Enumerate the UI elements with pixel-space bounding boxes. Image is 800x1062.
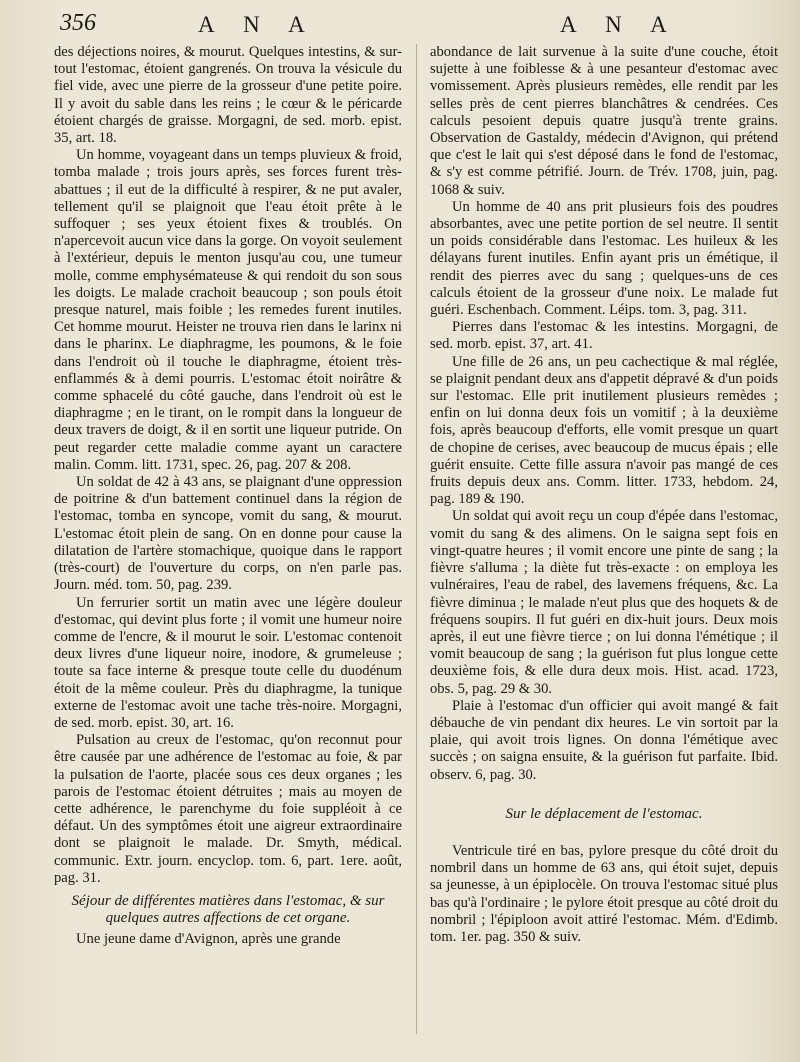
- page-number: 356: [60, 10, 96, 36]
- paragraph: Une fille de 26 ans, un peu cachectique & mal réglée, se plaignit pendant deux ans d'appetit dépravé & d'un poids sur l'estomac. Elle prit inutilement plusieurs remèdes ; enfin on lui donna deux fois un vomitif ; à la deuxième fois, après beaucoup d'efforts, elle vomit presque un quart de chopine de cerises, avec beaucoup de mucus épais ; elle guérit ensuite. Cette fille assura n'avoir pas mangé de ces fruits depuis deux ans. Comm. litter. 1733, hebdom. 24, pag. 189 & 190.: [430, 353, 778, 508]
- paragraph: Ventricule tiré en bas, pylore presque du côté droit du nombril dans un homme de 63 ans, qui étoit sujet, depuis sa jeunesse, à un épiplocèle. On trouva l'estomac situé plus bas qu'à l'ordinaire ; le pylore étoit presque au côté droit du nombril ; l'épiploon avoit attiré l'estomac. Mém. d'Edimb. tom. 1er. pag. 350 & suiv.: [430, 842, 778, 945]
- paragraph: des déjections noires, & mourut. Quelques intestins, & sur-tout l'estomac, étoient gangrenés. On trouva la vésicule du fiel vide, avec une pierre de la grosseur d'une petite poire. Il y avoit du sable dans les reins ; le cœur & le péricarde étoient chargés de graisse. Morgagni, de sed. morb. epist. 35, art. 18.: [54, 44, 402, 147]
- column-divider: [416, 44, 417, 1034]
- page-header: [0, 10, 800, 46]
- running-head-left: A N A: [198, 12, 317, 37]
- running-head-right: A N A: [560, 12, 679, 37]
- paragraph: abondance de lait survenue à la suite d'une couche, étoit sujette à une foiblesse & à une pesanteur d'estomac avec vomissement. Après plusieurs remèdes, elle rendit par les selles près de cent pierres blanchâtres & cendrées. Ces calculs pesoient depuis quatre jusqu'à trente grains. Observation de Gastaldy, médecin d'Avignon, qui prétend que c'est le lait qui s'est déposé dans le fond de l'estomac, & s'y est comme pétrifié. Journ. de Trév. 1708, juin, pag. 1068 & suiv.: [430, 44, 778, 198]
- section-title: Sur le déplacement de l'estomac.: [505, 805, 703, 822]
- paragraph: Une jeune dame d'Avignon, après une grande: [76, 931, 341, 948]
- paragraph: Pulsation au creux de l'estomac, qu'on reconnut pour être causée par une adhérence de l'estomac au foie, & par la pulsation de l'aorte, placée sous ces deux organes ; les parois de l'estomac étoient détruites ; mais au moyen de cette adhérence, le parenchyme du foie suppléoit à ce défaut. Un des symptômes étoit une aigreur extraordinaire dont se plaignoit le malade. Dr. Smyth, médical. communic. Extr. journ. encyclop. tom. 6, part. 1ere. août, pag. 31.: [54, 732, 402, 886]
- paragraph: Un ferrurier sortit un matin avec une légère douleur d'estomac, qui devint plus forte ; il vomit une humeur noire comme de l'encre, & il mourut le soir. L'estomac contenoit deux livres d'une liqueur noire, inodore, & grumeleuse ; toute sa face interne & presque toute celle du duodénum étoit de la même couleur. Près du diaphragme, la tunique externe de l'estomac avoit une tache très-noire. Morgagni, de sed. morb. epist. 30, art. 16.: [54, 594, 402, 731]
- right-column: [430, 44, 778, 1044]
- left-column: [54, 44, 402, 1044]
- paragraph: Un soldat qui avoit reçu un coup d'épée dans l'estomac, vomit du sang & des alimens. On le saigna sept fois en vingt-quatre heures ; il vomit encore une pinte de sang ; la fièvre s'alluma ; la diète fut très-exacte : on employa les vulnéraires, l'eau de rabel, des lavemens fréquens, &c. La fièvre diminua ; le malade n'eut plus que des hoquets & de fréquens soupirs. Il fut guéri en dix-huit jours. Deux mois après, il eut une fièvre tierce ; on lui donna l'émétique ; il vomit beaucoup de sang ; la guérison fut plus longue cette deuxième fois, & elle dura deux mois. Hist. acad. 1723, obs. 5, pag. 29 & 30.: [430, 508, 778, 697]
- text-columns: [54, 44, 778, 1050]
- paragraph: Un homme, voyageant dans un temps pluvieux & froid, tomba malade ; trois jours après, ses forces furent très-abattues ; il eut de la difficulté à respirer, & ne put avaler, tellement qu'il se plaignoit que l'eau étoit prête à le suffoquer ; ses yeux étoient fixes & troublés. On n'apercevoit aucun vice dans la gorge. On voyoit seulement à l'extérieur, depuis le menton jusqu'au cou, une tumeur molle, comme emphysémateuse & qui rendoit du son sous les doigts. Le malade crachoit beaucoup ; son pouls étoit presque naturel, mais foible ; les remedes furent inutiles. Cet homme mourut. Heister ne trouva rien dans le larinx ni dans le pharinx. Le diaphragme, les poumons, & le foie dans l'endroit où il touche le diaphragme, étoient très-enflammés & à demi pourris. L'estomac étoit noirâtre & comme sphacelé du côté gauche, dans l'endroit où est le diaphragme ; en le tirant, on le rompit dans la longueur de deux travers de doigt, & il en sortit une liqueur putride. On peut regarder cette maladie comme ayant un caractere malin. Comm. litt. 1731, spec. 26, pag. 207 & 208.: [54, 147, 402, 473]
- section-heading: Séjour de différentes matières dans l'estomac, & sur quelques autres affections de cet organe.: [71, 892, 385, 927]
- paragraph: Plaie à l'estomac d'un officier qui avoit mangé & fait débauche de vin pendant dix heures. Le vin sortoit par la plaie, qui avoit trois lignes. On donna l'émétique avec succès ; on saigna ensuite, & la guérison fut parfaite. Ibid. observ. 6, pag. 30.: [430, 697, 778, 783]
- paragraph: Pierres dans l'estomac & les intestins. Morgagni, de sed. morb. epist. 37, art. 41.: [430, 319, 778, 353]
- paragraph: Un soldat de 42 à 43 ans, se plaignant d'une oppression de poitrine & d'un battement continuel dans la région de l'estomac, tomba en syncope, vomit du sang, & mourut. L'estomac étoit plein de sang. On en donne pour cause la dilatation de l'artère stomachique, quoique dans le rapport (très-court) de l'ouverture du corps, on n'en parle pas. Journ. méd. tom. 50, pag. 239.: [54, 474, 402, 594]
- paragraph: Un homme de 40 ans prit plusieurs fois des poudres absorbantes, avec une petite portion de sel neutre. Il sentit un poids considérable dans l'estomac. Les huileux & les délayans furent inutiles. Enfin ayant pris un émétique, il rendit des pierres avec du sang ; quelques-uns de ces calculs étoient de la grosseur d'une noix. Le malade fut guéri. Eschenbach. Comment. Léips. tom. 3, pag. 311.: [430, 198, 778, 319]
